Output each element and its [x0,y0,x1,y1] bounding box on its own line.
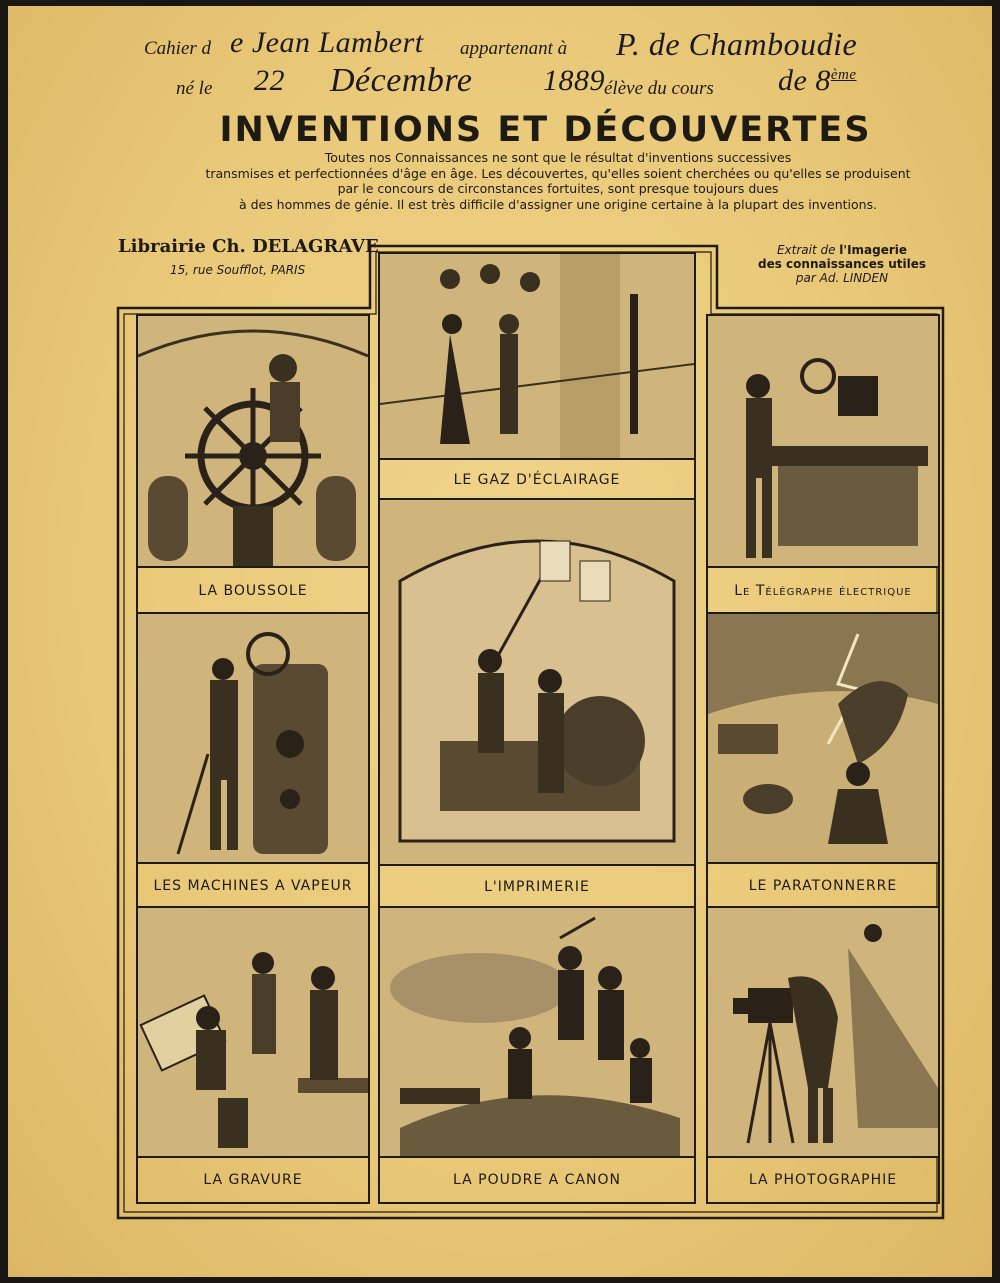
telegraph-icon [708,316,938,566]
extract-series: l'Imagerie [839,243,908,257]
camera-icon [708,908,938,1156]
panel-poudre [378,906,696,1204]
panel-caption: LES MACHINES A VAPEUR [138,862,368,908]
intro-line: par le concours de circonstances fortuites, sont presque toujours dues [337,181,779,196]
panel-caption: LA BOUSSOLE [138,566,368,614]
panel-photographie [706,906,940,1204]
panel-caption: LE PARATONNERRE [708,862,938,908]
panel-caption: L'IMPRIMERIE [380,864,694,908]
birth-day-handwritten: 22 [254,64,285,97]
extract-note [732,243,952,285]
cannon-icon [380,908,694,1156]
extract-prefix: Extrait de [776,243,840,257]
panel-imprimerie [378,498,696,910]
panel-boussole [136,314,370,616]
birth-month-handwritten: Décembre [330,62,473,99]
publisher-firm: Ch. DELAGRAVE [212,236,379,257]
owner-name-handwritten: e Jean Lambert [230,26,424,59]
intro-line: Toutes nos Connaissances ne sont que le résultat d'inventions successives [324,150,792,165]
panel-caption: Le Télégraphe électrique [708,566,938,614]
course-handwritten-main: de 8 [778,64,831,97]
panel-paratonnerre [706,612,940,910]
panel-caption: LA PHOTOGRAPHIE [708,1156,938,1202]
panel-vapeur [136,612,370,910]
notebook-cover [8,6,992,1277]
eleve-label: élève du cours [604,78,714,99]
intro-line: à des hommes de génie. Il est très difficile d'assigner une origine certaine à la plupart des inventions. [238,196,878,212]
gas-lamp-icon [380,254,694,458]
panel-caption: LA GRAVURE [138,1156,368,1202]
page-title: INVENTIONS ET DÉCOUVERTES [219,110,872,150]
appartenant-label: appartenant à [460,38,568,59]
cahier-label: Cahier d [144,38,212,59]
publisher-address: 15, rue Soufflot, PARIS [170,263,306,277]
printing-press-icon [380,500,694,864]
publisher-lib: Librairie [118,236,206,257]
extract-series-2: des connaissances utiles [758,257,926,271]
panel-caption: LA POUDRE A CANON [380,1156,694,1202]
panel-gaz [378,252,696,502]
lightning-rod-icon [708,614,938,862]
panel-gravure [136,906,370,1204]
ship-wheel-icon [138,316,368,566]
publisher-name [118,236,379,257]
birth-year-handwritten: 1889 [543,64,605,97]
extract-author: par Ad. LINDEN [795,271,889,285]
intro-paragraph [108,150,1000,212]
course-handwritten [778,64,856,98]
steam-engine-icon [138,614,368,862]
ne-le-label: né le [176,78,213,99]
engraving-icon [138,908,368,1156]
belongs-to-handwritten: P. de Chamboudie [616,26,858,62]
intro-line: transmises et perfectionnées d'âge en âge. Les découvertes, qu'elles soient cherchées ou qu'elles se produisent [205,165,911,181]
course-handwritten-sup: ème [830,67,857,83]
panel-telegraphe [706,314,940,616]
panel-caption: LE GAZ D'ÉCLAIRAGE [380,458,694,500]
